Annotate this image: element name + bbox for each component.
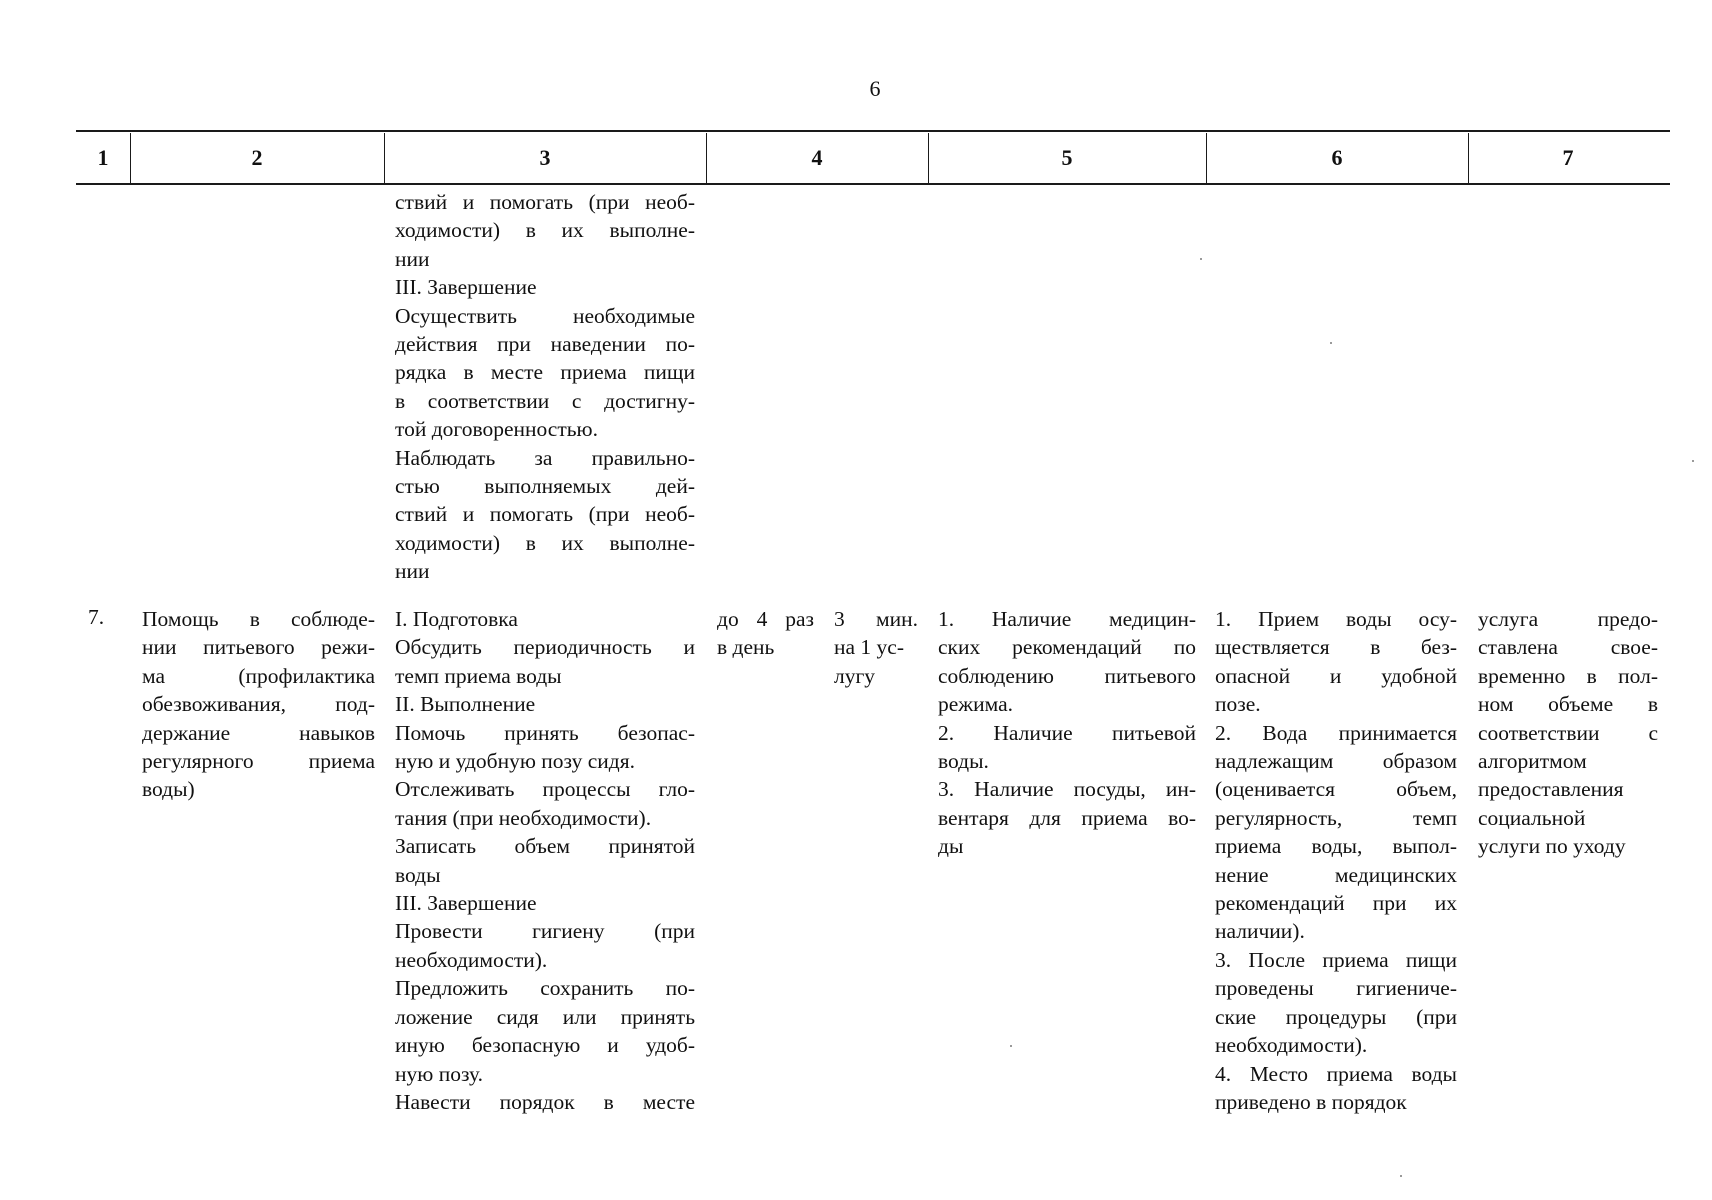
cell-line: ды [938,834,964,859]
cell-line: на 1 ус- [834,635,905,660]
cell-line: надлежащим образом [1215,749,1457,774]
cell-line: временно в пол- [1478,663,1658,688]
cell-line: держание навыков [142,720,375,745]
cell-line: услуга предо- [1478,607,1658,631]
cell-line: воды. [938,749,989,774]
section-heading: I. Подготовка [395,607,518,631]
cell-line: Провести гигиену (при [395,919,695,944]
cell-line: Помочь принять безопас- [395,720,695,745]
continuation-procedure-cell [395,188,695,586]
section-heading: III. Завершение [395,275,537,300]
section-heading: III. Завершение [395,891,537,916]
cell-line: ских рекомендаций по [938,635,1196,660]
cell-line: 1. Прием воды осу- [1215,607,1457,631]
cell-line: лугу [834,663,876,688]
cell-line: 3 мин. [834,607,918,631]
page-number: 6 [869,76,881,101]
cell-line: регулярного приема [142,749,375,774]
header-top-rule [76,130,1670,132]
cell-line: вентаря для приема во- [938,805,1196,830]
cell-line: ма (профилактика [142,663,375,688]
cell-line: 2. Вода принимается [1215,720,1457,745]
cell-line: необходимости). [395,947,548,972]
column-header-4: 4 [811,145,823,170]
cell-line: ставлена свое- [1478,635,1658,660]
cell-line: в соответствии с достигну- [395,388,695,413]
cell-line: соответствии с [1478,720,1658,745]
frequency-cell [717,605,814,662]
cell-line: нии [395,246,430,271]
cell-line: ном объеме в [1478,692,1658,717]
procedure-cell [395,605,695,1116]
column-header-7: 7 [1562,145,1574,170]
cell-line: рекомендаций при их [1215,891,1457,916]
cell-line: нии питьевого режи- [142,635,375,660]
section-heading: II. Выполнение [395,692,536,717]
scan-speck [1010,1045,1012,1047]
cell-line: ствий и помогать (при необ- [395,502,695,527]
cell-line: до 4 раз [717,607,814,631]
row-number: 7. [88,605,105,629]
cell-line: воды) [142,777,195,802]
cell-line: ную позу. [395,1061,483,1086]
cell-line: Навести порядок в месте [395,1089,695,1114]
cell-line: действия при наведении по- [395,332,695,357]
cell-line: Осуществить необходимые [395,303,695,328]
cell-line: 2. Наличие питьевой [938,720,1196,745]
cell-line: Отслеживать процессы гло- [395,777,695,802]
header-bottom-rule [76,183,1670,185]
column-header-6: 6 [1331,145,1343,170]
cell-line: Обсудить периодичность и [395,635,695,660]
cell-line: приема воды, выпол- [1215,834,1457,859]
cell-line: стью выполняемых дей- [395,474,695,499]
cell-line: необходимости). [1215,1033,1368,1058]
duration-cell [834,605,918,690]
cell-line: Наблюдать за правильно- [395,445,695,470]
column-header-5: 5 [1061,145,1073,170]
column-header-3: 3 [539,145,551,170]
cell-line: ствий и помогать (при необ- [395,190,695,214]
cell-line: темп приема воды [395,663,562,688]
cell-line: ложение сидя или принять [395,1004,695,1029]
cell-line: предоставления [1478,777,1624,802]
cell-line: 3. После приема пищи [1215,947,1457,972]
cell-line: обезвоживания, под- [142,692,375,717]
cell-line: проведены гигиениче- [1215,976,1457,1001]
cell-line: ществляется в без- [1215,635,1457,660]
scan-speck [1692,460,1694,462]
cell-line: воды [395,862,441,887]
cell-line: 1. Наличие медицин- [938,607,1196,631]
quality-indicators-cell [1215,605,1457,1116]
cell-line: ную и удобную позу сидя. [395,749,635,774]
cell-line: (оценивается объем, [1215,777,1457,802]
cell-line: нии [395,559,430,584]
cell-line: позе. [1215,692,1261,717]
column-header-1: 1 [97,145,109,170]
cell-line: наличии). [1215,919,1305,944]
cell-line: алгоритмом [1478,749,1587,774]
cell-line: услуги по уходу [1478,834,1626,859]
result-evaluation-cell [1478,605,1658,861]
cell-line: 4. Место приема воды [1215,1061,1457,1086]
scan-speck [1330,342,1332,344]
cell-line: тания (при необходимости). [395,805,652,830]
cell-line: рядка в месте приема пищи [395,360,695,385]
service-name-cell [142,605,375,804]
cell-line: ходимости) в их выполне- [395,218,695,243]
scan-speck [1200,258,1202,260]
cell-line: Предложить сохранить по- [395,976,695,1001]
cell-line: режима. [938,692,1014,717]
column-header-2: 2 [251,145,263,170]
cell-line: опасной и удобной [1215,663,1457,688]
cell-line: ские процедуры (при [1215,1004,1457,1029]
cell-line: нение медицинских [1215,862,1457,887]
cell-line: 3. Наличие посуды, ин- [938,777,1196,802]
cell-line: регулярность, темп [1215,805,1457,830]
cell-line: приведено в порядок [1215,1089,1407,1114]
cell-line: в день [717,635,775,660]
cell-line: социальной [1478,805,1586,830]
conditions-cell [938,605,1196,861]
cell-line: соблюдению питьевого [938,663,1196,688]
cell-line: той договоренностью. [395,417,598,442]
scan-speck [1400,1175,1402,1177]
cell-line: Помощь в соблюде- [142,607,375,631]
cell-line: иную безопасную и удоб- [395,1033,695,1058]
cell-line: ходимости) в их выполне- [395,530,695,555]
cell-line: Записать объем принятой [395,834,695,859]
